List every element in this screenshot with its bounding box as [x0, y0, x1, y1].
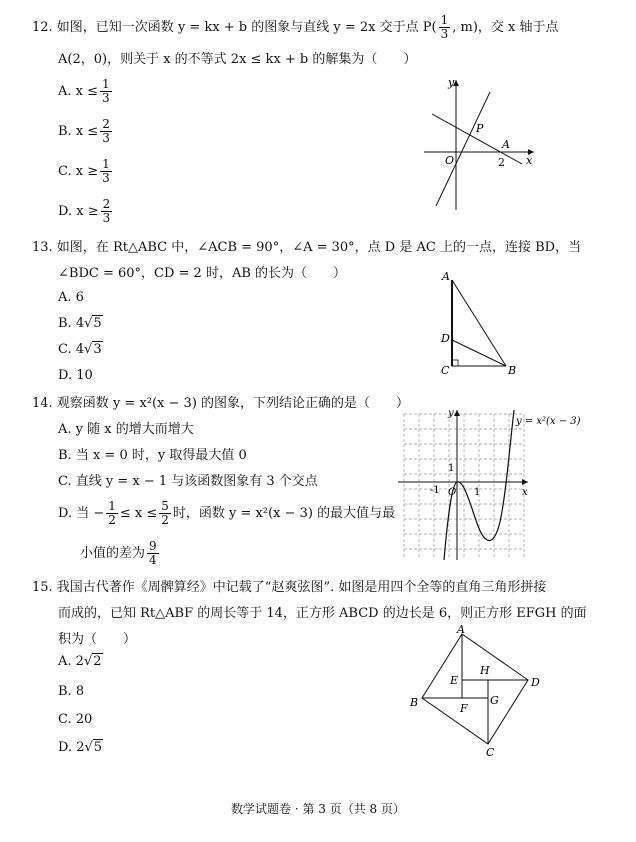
q12-option-b[interactable]: B. x ≤ $\frac{2}{3}$: [58, 117, 110, 145]
q14-fig-x: x: [522, 487, 528, 498]
q15-fig-g: G: [490, 694, 499, 707]
q14-fig-neg1: -1: [430, 485, 440, 496]
q12-stem-line1: 12. 如图，已知一次函数 y = kx + b 的图象与直线 y = 2x 交于点 P( $\frac{1}{3}$ , m)，交 x 轴于点: [32, 13, 559, 41]
q12-fig-o: O: [445, 154, 455, 167]
q15-fig-e: E: [450, 674, 459, 687]
q13-fig-a: A: [442, 270, 450, 283]
q15-fig-c: C: [486, 746, 495, 759]
q14-stem-line1: 14. 观察函数 y = x²(x − 3) 的图象，下列结论正确的是（ ）: [32, 396, 410, 411]
page-footer: 数学试题卷 · 第 3 页（共 8 页）: [231, 802, 405, 816]
q14-fig-1y: 1: [448, 463, 455, 474]
q15-option-c[interactable]: C. 20: [58, 712, 93, 727]
q12-option-d[interactable]: D. x ≥ $\frac{2}{3}$: [58, 197, 111, 225]
q15-fig-b: B: [410, 696, 419, 709]
q14-option-d-line2: 小值的差为 $\frac{9}{4}$: [80, 539, 157, 567]
q12-p-fraction: $\frac{1}{3}$: [440, 13, 449, 41]
q12-fig-p: P: [476, 122, 484, 135]
q14-option-a[interactable]: A. y 随 x 的增大而增大: [58, 422, 194, 437]
q14-figure: [394, 404, 612, 562]
q15-option-b[interactable]: B. 8: [58, 684, 85, 699]
q14-option-b[interactable]: B. 当 x = 0 时，y 取得最大值 0: [58, 448, 247, 463]
q15-stem-line2: 而成的，已知 Rt△ABF 的周长等于 14，正方形 ABCD 的边长是 6，则正方形 EFGH 的面: [58, 606, 587, 621]
q13-option-d[interactable]: D. 10: [58, 368, 93, 383]
q14-option-d[interactable]: D. 当 − $\frac{1}{2}$ ≤ x ≤ $\frac{5}{2}$ 时，函数 y = x²(x − 3) 的最大值与最: [58, 499, 396, 527]
q15-option-d[interactable]: D. 2√5: [58, 740, 103, 755]
q13-stem-line2: ∠BDC = 60°，CD = 2 时，AB 的长为（ ）: [58, 266, 347, 281]
q14-option-c[interactable]: C. 直线 y = x − 1 与该函数图象有 3 个交点: [58, 474, 318, 489]
q14-curve-label: y = x²(x − 3): [516, 416, 581, 427]
q14-fig-o: O: [448, 487, 457, 498]
q15-fig-a: A: [457, 624, 465, 636]
q13-fig-b: B: [508, 364, 517, 377]
q15-fig-f: F: [460, 702, 468, 715]
q14-fig-1x: 1: [474, 487, 481, 498]
q15-fig-d: D: [531, 676, 540, 689]
q15-figure: [404, 624, 554, 760]
q15-stem-line1: 15. 我国古代著作《周髀算经》中记载了“赵爽弦图”. 如图是用四个全等的直角三角形拼接: [32, 580, 547, 595]
q12-figure: [418, 74, 538, 214]
q15-option-a[interactable]: A. 2√2: [58, 654, 102, 669]
q13-figure: [432, 268, 522, 380]
q14-fig-y: y: [448, 408, 454, 419]
q15-fig-h: H: [480, 664, 490, 677]
q13-option-b[interactable]: B. 4√5: [58, 316, 102, 331]
q12-option-c[interactable]: C. x ≥ $\frac{1}{3}$: [58, 157, 110, 185]
q12-option-a[interactable]: A. x ≤ $\frac{1}{3}$: [58, 77, 110, 105]
q13-fig-c: C: [441, 364, 450, 377]
q13-stem-line1: 13. 如图，在 Rt△ABC 中，∠ACB = 90°，∠A = 30°，点 D 是 AC 上的一点，连接 BD，当: [32, 240, 582, 255]
q12-fig-2: 2: [498, 156, 505, 169]
q13-fig-d: D: [441, 332, 450, 345]
q12-fig-a: A: [502, 138, 510, 151]
q13-option-a[interactable]: A. 6: [58, 290, 84, 305]
q12-fig-x: x: [526, 154, 533, 167]
q15-stem-line3: 积为（ ）: [58, 632, 137, 647]
q12-fig-y: y: [448, 76, 455, 89]
q13-option-c[interactable]: C. 4√3: [58, 342, 102, 357]
q12-stem-line2: A(2，0)，则关于 x 的不等式 2x ≤ kx + b 的解集为（ ）: [58, 52, 417, 67]
